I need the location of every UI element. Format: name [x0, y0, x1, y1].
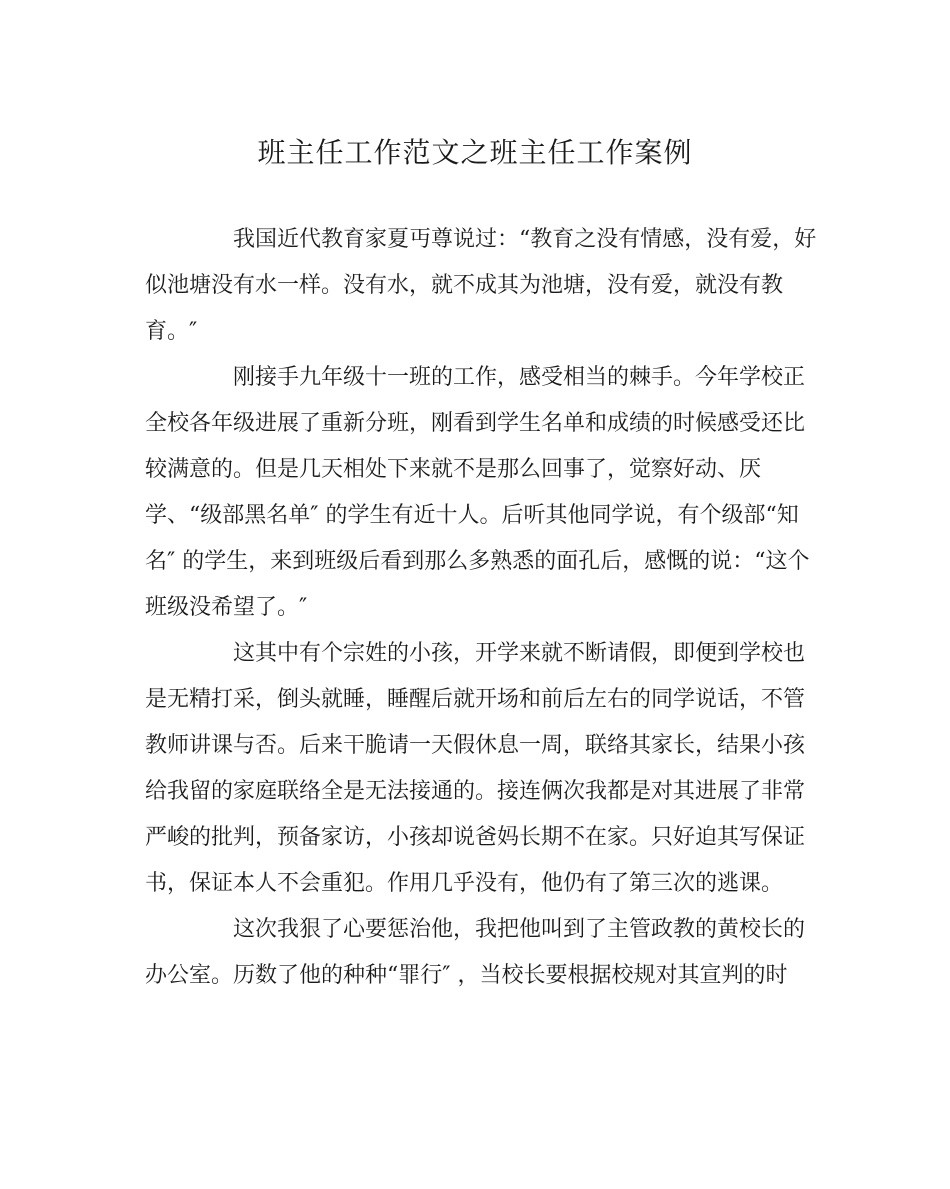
paragraph-line: 我国近代教育家夏丏尊说过：“教育之没有情感，没有爱，好: [233, 227, 817, 252]
document-body: [145, 217, 817, 999]
paragraph-line: 教师讲课与否。后来干脆请一天假休息一周，联络其家长，结果小孩: [145, 733, 806, 758]
paragraph-line: 办公室。历数了他的种种“罪行″ ，当校长要根据校规对其宣判的时: [145, 963, 788, 988]
paragraph-line: 这其中有个宗姓的小孩，开学来就不断请假，即便到学校也: [233, 641, 806, 666]
paragraph-line: 班级没希望了。″: [145, 595, 308, 620]
document-title: 班主任工作范文之班主任工作案例: [257, 136, 693, 169]
paragraph-line: 学、“级部黑名单″ 的学生有近十人。后听其他同学说，有个级部“知: [145, 503, 799, 528]
paragraph-line: 严峻的批判，预备家访，小孩却说爸妈长期不在家。只好迫其写保证: [145, 825, 806, 850]
paragraph-line: 给我留的家庭联络全是无法接通的。接连俩次我都是对其进展了非常: [145, 779, 806, 804]
paragraph-1: [145, 217, 817, 355]
paragraph-line: 名″ 的学生，来到班级后看到那么多熟悉的面孔后，感慨的说：“这个: [145, 549, 810, 574]
paragraph-line: 这次我狠了心要惩治他，我把他叫到了主管政教的黄校长的: [233, 917, 806, 942]
paragraph-4: [145, 907, 805, 999]
paragraph-line: 似池塘没有水一样。没有水，就不成其为池塘，没有爱，就没有教: [145, 273, 784, 298]
paragraph-line: 是无精打采，倒头就睡，睡醒后就开场和前后左右的同学说话，不管: [145, 687, 806, 712]
paragraph-line: 书，保证本人不会重犯。作用几乎没有，他仍有了第三次的逃课。: [145, 871, 784, 896]
paragraph-line: 育。″: [145, 319, 198, 344]
paragraph-line: 全校各年级进展了重新分班，刚看到学生名单和成绩的时候感受还比: [145, 411, 806, 436]
paragraph-line: 刚接手九年级十一班的工作，感受相当的棘手。今年学校正: [233, 365, 806, 390]
paragraph-line: 较满意的。但是几天相处下来就不是那么回事了，觉察好动、厌: [145, 457, 762, 482]
paragraph-3: [145, 631, 805, 907]
paragraph-2: [145, 355, 810, 631]
